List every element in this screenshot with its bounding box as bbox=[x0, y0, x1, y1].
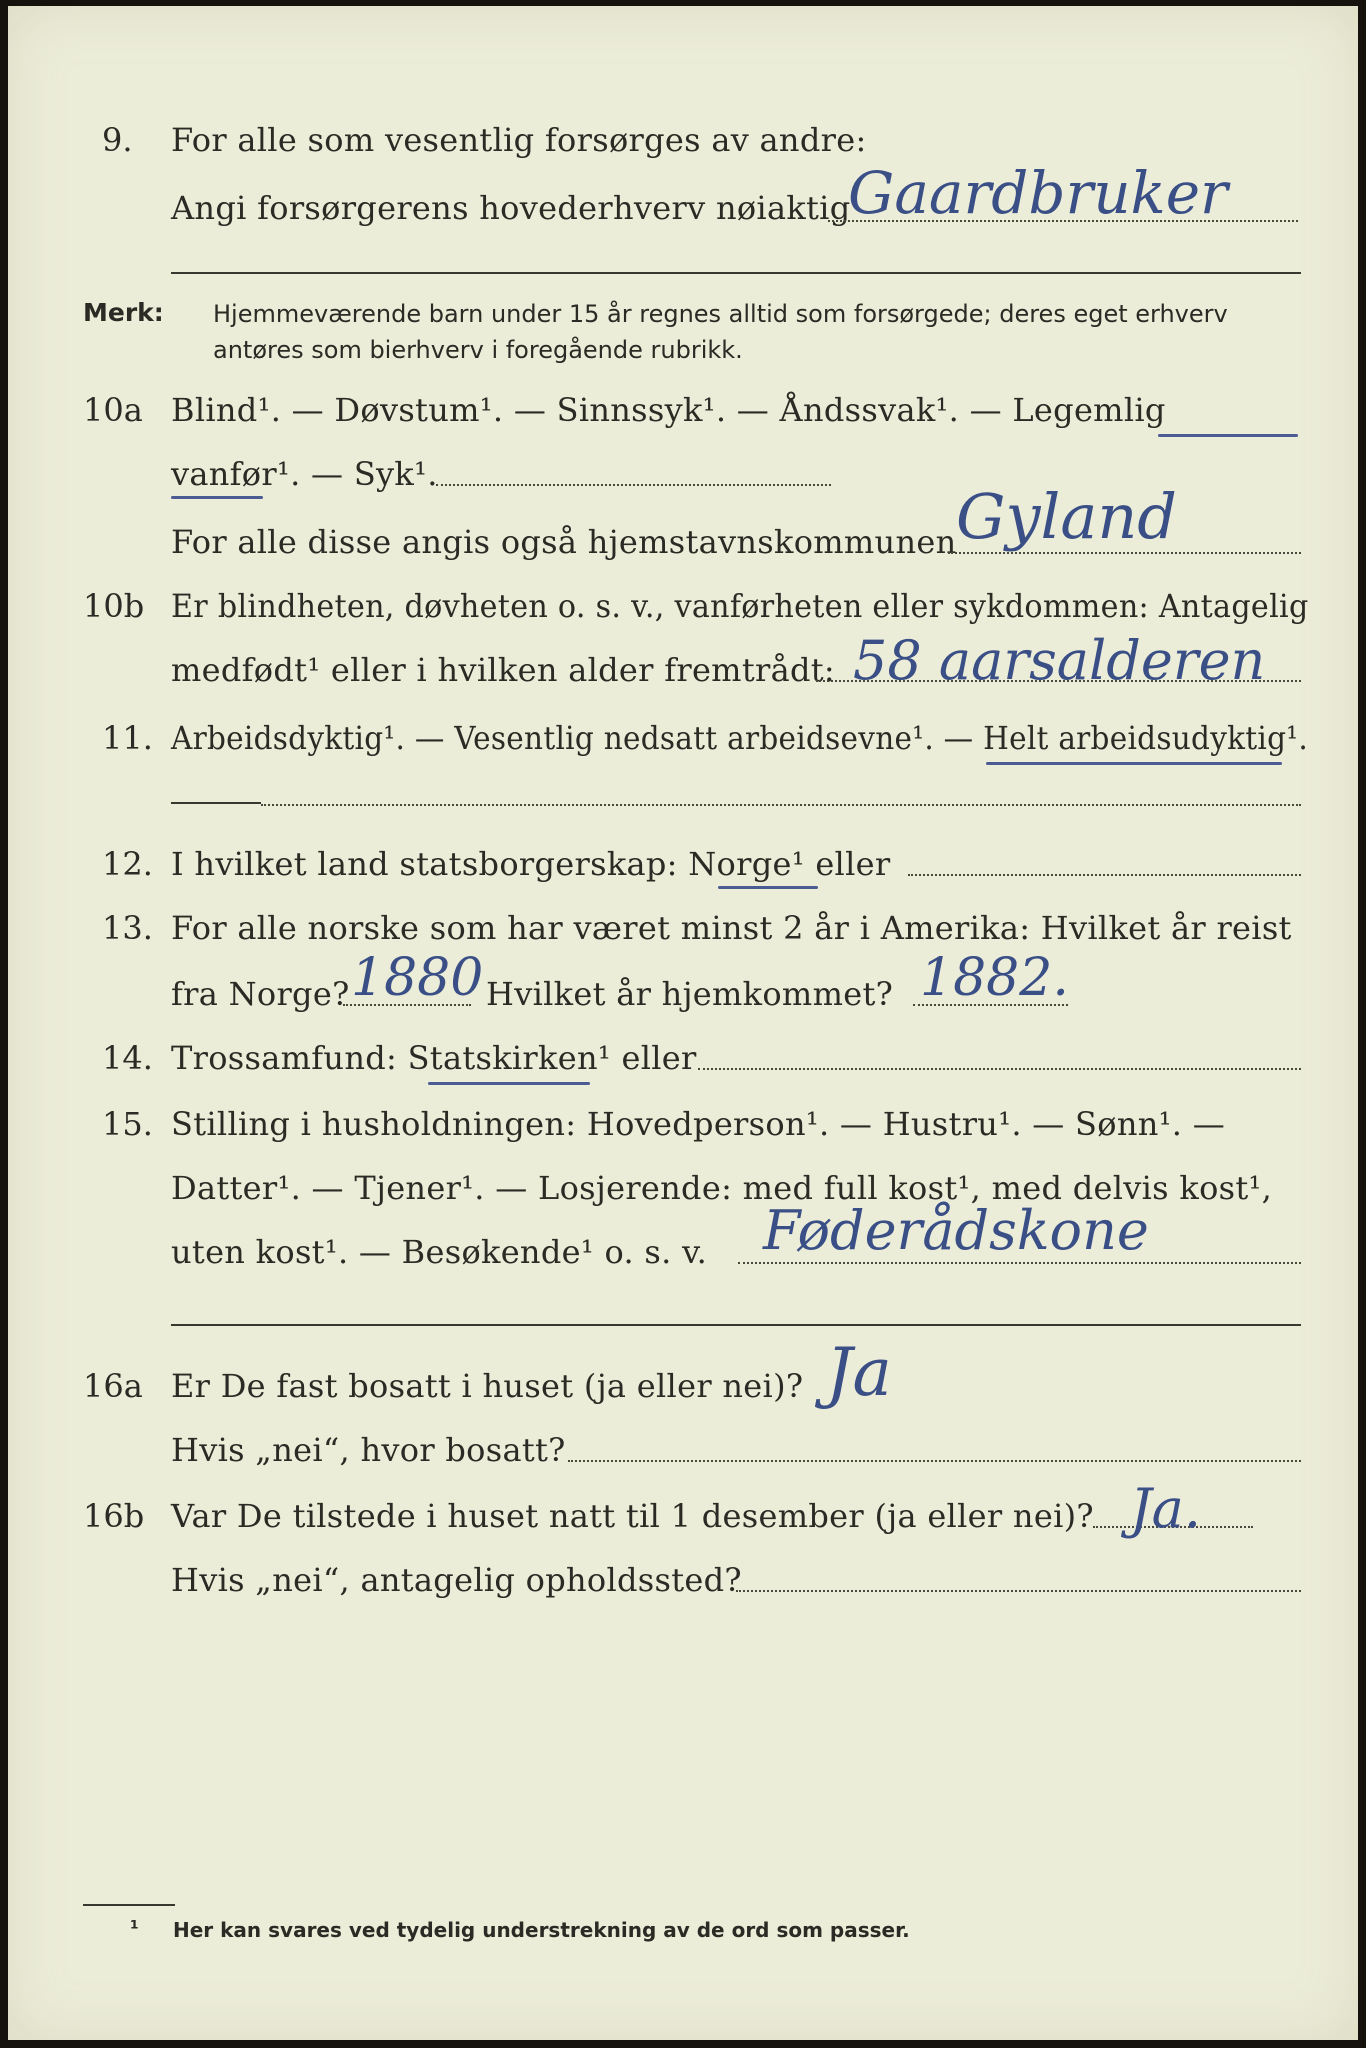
q16a-line1: Er De fast bosatt i huset (ja eller nei)? bbox=[171, 1367, 804, 1405]
q13-line1: For alle norske som har været minst 2 år i Amerika: Hvilket år reist bbox=[171, 909, 1292, 947]
q16b-number: 16b bbox=[83, 1497, 145, 1535]
q16a-line2: Hvis „nei“, hvor bosatt? bbox=[171, 1431, 566, 1469]
footnote-text: Her kan svares ved tydelig understrekning av de ord som passer. bbox=[173, 1918, 910, 1942]
q15-separator bbox=[171, 1324, 1301, 1326]
q13-handwritten-reist: 1880 bbox=[351, 948, 484, 1008]
q10a-syk-line bbox=[436, 484, 831, 486]
q16b-line2: Hvis „nei“, antagelig opholdssted? bbox=[171, 1561, 742, 1599]
q10b-handwritten-answer: 58 aarsalderen bbox=[853, 629, 1266, 692]
q12-number: 12. bbox=[102, 845, 153, 883]
q16b-handwritten-answer: Ja. bbox=[1130, 1477, 1202, 1540]
q10a-underline-vanfor bbox=[171, 496, 263, 499]
q16b-line1: Var De tilstede i huset natt til 1 desember (ja eller nei)? bbox=[171, 1497, 1094, 1535]
q9-separator bbox=[171, 272, 1301, 274]
merk-label: Merk: bbox=[83, 298, 164, 327]
q9-number: 9. bbox=[102, 121, 133, 159]
q15-line3: uten kost¹. — Besøkende¹ o. s. v. bbox=[171, 1233, 708, 1271]
q9-line1: For alle som vesentlig forsørges av andre: bbox=[171, 121, 867, 159]
q12-line1: I hvilket land statsborgerskap: Norge¹ eller bbox=[171, 845, 891, 883]
q16a-number: 16a bbox=[83, 1367, 143, 1405]
q10b-line1: Er blindheten, døvheten o. s. v., vanførheten eller sykdommen: Antagelig bbox=[171, 587, 1309, 625]
q14-line1: Trossamfund: Statskirken¹ eller bbox=[171, 1039, 697, 1077]
q13-handwritten-hjem: 1882. bbox=[920, 948, 1069, 1008]
q16a-answer-line bbox=[568, 1460, 1301, 1462]
q10a-line2: vanfør¹. — Syk¹. bbox=[171, 455, 438, 493]
merk-line1: Hjemmeværende barn under 15 år regnes alltid som forsørgede; deres eget erhverv bbox=[213, 300, 1228, 328]
q14-number: 14. bbox=[102, 1039, 153, 1077]
q14-answer-line bbox=[698, 1068, 1301, 1070]
q10a-number: 10a bbox=[83, 391, 143, 429]
q15-answer-line bbox=[738, 1262, 1301, 1264]
q10a-handwritten-answer: Gyland bbox=[956, 480, 1177, 553]
q12-answer-line bbox=[908, 874, 1301, 876]
q12-underline-norge bbox=[718, 886, 818, 889]
footnote-rule bbox=[83, 1904, 175, 1906]
q15-handwritten-answer: Føderådskone bbox=[763, 1199, 1149, 1262]
q10a-underline-legemlig bbox=[1158, 434, 1298, 437]
merk-line2: antøres som bierhverv i foregående rubrikk. bbox=[213, 336, 743, 364]
q13-line2-hjemkommet: Hvilket år hjemkommet? bbox=[486, 975, 894, 1013]
q13-line2-start: fra Norge? bbox=[171, 975, 350, 1013]
q10a-line3: For alle disse angis også hjemstavnskommunen bbox=[171, 523, 957, 561]
q16a-handwritten-answer: Ja bbox=[826, 1334, 892, 1411]
q9-line2: Angi forsørgerens hovederhverv nøiaktig bbox=[171, 189, 851, 227]
q15-number: 15. bbox=[102, 1105, 153, 1143]
q14-underline-statskirken bbox=[428, 1082, 590, 1085]
q15-line1: Stilling i husholdningen: Hovedperson¹. — Hustru¹. — Sønn¹. — bbox=[171, 1105, 1226, 1143]
q11-short-rule bbox=[171, 802, 261, 804]
q11-line1: Arbeidsdyktig¹. — Vesentlig nedsatt arbeidsevne¹. — Helt arbeidsudyktig¹. bbox=[171, 719, 1309, 757]
footnote-mark: ¹ bbox=[130, 1916, 139, 1940]
q10b-number: 10b bbox=[83, 587, 145, 625]
q10b-line2: medfødt¹ eller i hvilken alder fremtrådt: bbox=[171, 651, 835, 689]
q11-underline-helt bbox=[986, 762, 1282, 765]
census-form-page bbox=[8, 6, 1358, 2040]
q16b-opholdssted-line bbox=[736, 1590, 1301, 1592]
q11-number: 11. bbox=[102, 719, 153, 757]
q15-line2: Datter¹. — Tjener¹. — Losjerende: med full kost¹, med delvis kost¹, bbox=[171, 1169, 1273, 1207]
q11-separator bbox=[261, 804, 1301, 806]
q10a-line1: Blind¹. — Døvstum¹. — Sinnssyk¹. — Åndssvak¹. — Legemlig bbox=[171, 391, 1166, 429]
q9-handwritten-answer: Gaardbruker bbox=[848, 159, 1228, 227]
q13-number: 13. bbox=[102, 909, 153, 947]
